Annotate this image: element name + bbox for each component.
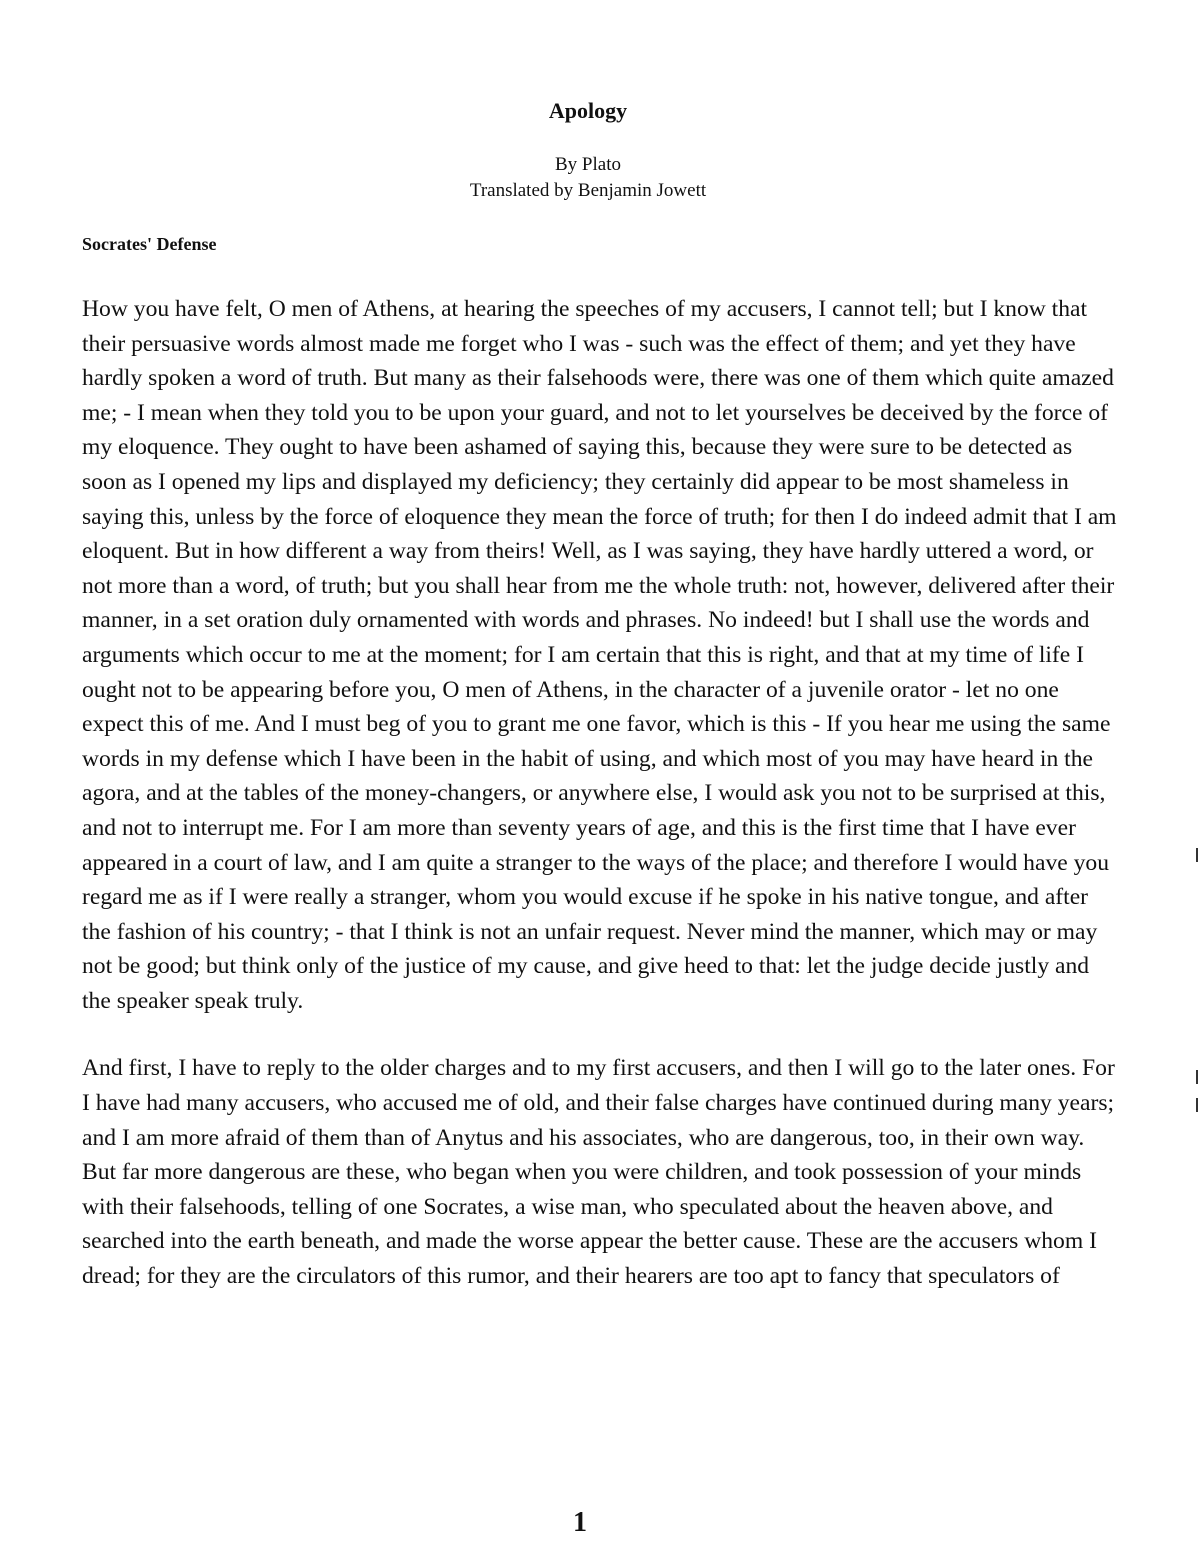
paragraph-1: How you have felt, O men of Athens, at hearing the speeches of my accusers, I cannot tell; but I know that their persuasive words almost made me forget who I was - such was the effect of them; and yet they have hardly spoken a word of truth. But many as their falsehoods were, there was one of them which quite amazed me; - I mean when they told you to be upon your guard, and not to let yourselves be deceived by the force of my eloquence. They ought to have been ashamed of saying this, because they were sure to be detected as soon as I opened my lips and displayed my deficiency; they certainly did appear to be most shameless in saying this, unless by the force of eloquence they mean the force of truth; for then I do indeed admit that I am eloquent. But in how different a way from theirs! Well, as I was saying, they have hardly uttered a word, or not more than a word, of truth; but you shall hear from me the whole truth: not, however, delivered after their manner, in a set oration duly ornamented with words and phrases. No indeed! but I shall use the words and arguments which occur to me at the moment; for I am certain that this is right, and that at my time of life I ought not to be appearing before you, O men of Athens, in the character of a juvenile orator - let no one expect this of me. And I must beg of you to grant me one favor, which is this - If you hear me using the same words in my defense which I have been in the habit of using, and which most of you may have heard in the agora, and at the tables of the money-changers, or anywhere else, I would ask you not to be surprised at this, and not to interrupt me. For I am more than seventy years of age, and this is the first time that I have ever appeared in a court of law, and I am quite a stranger to the ways of the place; and therefore I would have you regard me as if I were really a stranger, whom you would excuse if he spoke in his native tongue, and after the fashion of his country; - that I think is not an unfair request. Never mind the manner, which may or may not be good; but think only of the justice of my cause, and give heed to that: let the judge decide justly and the speaker speak truly. (82, 296, 1117, 1014)
byline (0, 152, 1176, 204)
scan-edge-mark (1196, 848, 1198, 862)
page-number: 1 (573, 1507, 587, 1538)
paragraph-2: And first, I have to reply to the older charges and to my first accusers, and then I will go to the later ones. For I have had many accusers, who accused me of old, and their false charges have continued during many years; and I am more afraid of them than of Anytus and his associates, who are dangerous, too, in their own way. But far more dangerous are these, who began when you were children, and took possession of your minds with their falsehoods, telling of one Socrates, a wise man, who speculated about the heaven above, and searched into the earth beneath, and made the worse appear the better cause. These are the accusers whom I dread; for they are the circulators of this rumor, and their hearers are too apt to fancy that speculators of (82, 1055, 1115, 1290)
section-heading: Socrates' Defense (82, 234, 217, 254)
scan-edge-mark (1196, 1070, 1198, 1084)
author-line: By Plato (555, 154, 621, 175)
document-title: Apology (548, 98, 628, 123)
body-text (82, 292, 1117, 1327)
translator-line: Translated by Benjamin Jowett (469, 180, 707, 201)
scan-edge-mark (1196, 1098, 1198, 1112)
